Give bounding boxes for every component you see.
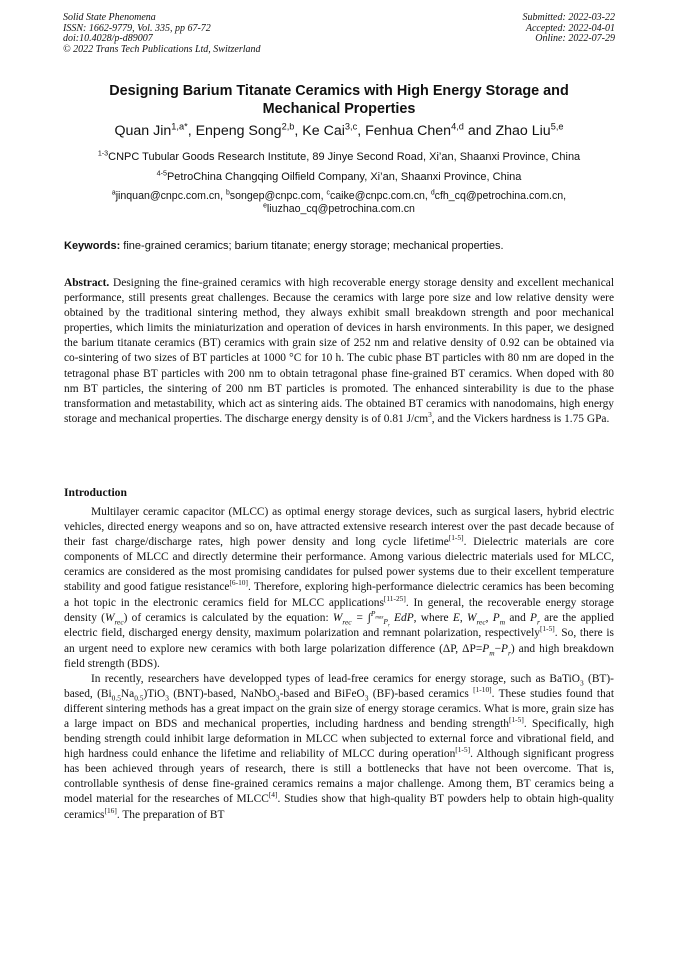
author-name: Quan Jin: [114, 123, 172, 139]
text-run: . Studies show that high-quality BT powders help to obtain high-quality ceramics: [64, 793, 615, 821]
affiliation-2: [30, 171, 648, 183]
journal-info: [63, 13, 261, 55]
subscript: m: [489, 647, 495, 657]
citation[interactable]: [11-25]: [383, 593, 406, 603]
affiliation-1: [30, 151, 648, 163]
subscript: 3: [275, 693, 280, 703]
keywords-label: Keywords:: [64, 240, 121, 252]
text-run: Multilayer ceramic capacitor (MLCC) as optimal energy storage devices, such as surgical lasers, hybrid electric vehicles, directed energy weapons and so on, have attracted extensive research interest over the past decade because of their fast charge/discharge rates, high power density and long cycle lifetime: [64, 506, 614, 549]
email-link[interactable]: liuzhao_cq@petrochina.com.cn: [266, 203, 415, 215]
abstract-label: Abstract.: [64, 277, 110, 289]
text-run: . The preparation of BT: [116, 808, 225, 821]
submitted-date: Submitted: 2022-03-22: [522, 12, 615, 23]
submission-dates: [523, 13, 616, 45]
paper-title: [40, 82, 638, 118]
citation[interactable]: [16]: [104, 805, 117, 815]
author-affiliation-mark: 5,e: [550, 121, 564, 132]
copyright-line: © 2022 Trans Tech Publications Ltd, Switzerland: [63, 43, 261, 55]
math-symbol: W: [466, 611, 477, 624]
email-mark: a: [111, 189, 116, 197]
integral-lower-limit: P: [383, 616, 388, 626]
text-run: (BT)-based, (Bi: [64, 672, 614, 700]
text-run: )TiO: [143, 687, 166, 700]
author-list: [30, 123, 648, 139]
math-symbol: W: [332, 611, 343, 624]
email-link[interactable]: caike@cnpc.com.cn,: [329, 190, 431, 202]
subscript: m: [499, 616, 506, 626]
affiliation-mark: 1-3: [97, 149, 109, 158]
subscript: rec: [342, 616, 352, 626]
doi-line[interactable]: doi:10.4028/p-d89007: [63, 33, 153, 44]
math-symbol: P: [501, 642, 508, 655]
math-symbol: P: [530, 611, 537, 624]
citation[interactable]: [1-5]: [455, 745, 471, 755]
email-link[interactable]: jinquan@cnpc.com.cn,: [115, 190, 226, 202]
text-run: . In general, the recoverable energy storage density (: [64, 596, 614, 624]
journal-name: Solid State Phenomena: [63, 12, 156, 23]
citation[interactable]: [1-5]: [448, 533, 464, 543]
math-symbol: W: [104, 611, 115, 624]
abstract-text: Designing the fine-grained ceramics with high recoverable energy storage density and excellent mechanical performance, still presents great challenges. Because the ceramics with large pore size and low relative density were obtained by the traditional sintering method, they always exhibit small breakdown strength and poor mechanical properties, which limits the miniaturization and operation of devices in harsh environments. In this paper, we designed the barium titanate ceramics (BT) ceramics with grain size of 252 nm and relative density of 0.92 can be obtained via co-sintering of two sizes of BT particles at 1000 °C for 10 h. The cubic phase BT particles with 80 nm are doped in the tetragonal phase BT particles with 200 nm to obtain tetragonal phase fine-grained BT ceramics. When doped with 80 nm BT particles, the sintering of 200 nm BT particles is promoted. The enhanced sinterability is due to the phase transformation and metastability, which act as sintering aids. The obtained BT ceramics with nanodomains, high energy storage and mechanical properties. The discharge energy density is of 0.81 J/cm: [64, 277, 614, 425]
subscript: 3: [580, 677, 584, 687]
citation[interactable]: [1-5]: [539, 624, 555, 634]
subscript: 3: [165, 693, 169, 703]
author-name: Enpeng Song: [195, 123, 282, 139]
author-affiliation-mark: 1,a*: [171, 121, 188, 132]
author-separator: ,: [294, 123, 303, 139]
citation[interactable]: [4]: [268, 790, 278, 800]
integral-sign: = ∫: [351, 611, 371, 624]
author-separator: and: [463, 123, 496, 139]
paragraph: [64, 505, 614, 672]
email-mark: e: [263, 202, 267, 210]
issn-line: ISSN: 1662-9779, Vol. 335, pp 67-72: [63, 22, 211, 34]
integral-upper-limit: P: [370, 608, 376, 618]
subscript: r: [507, 647, 511, 657]
accepted-date: Accepted: 2022-04-01: [525, 22, 615, 34]
text-run: ,: [485, 611, 493, 624]
introduction-body: [64, 505, 614, 823]
text-run: (BNT)-based, NaNbO: [168, 687, 276, 700]
author-affiliation-mark: 3,c: [344, 121, 358, 132]
abstract: [64, 276, 614, 427]
author-separator: ,: [187, 123, 196, 139]
author-affiliation-mark: 2,b: [281, 121, 295, 132]
text-run: . Specifically, high bending strength could inhibit large deformation in MLCC when subjected to external force and vibrational field, and high hardness could enhance the lifetime and reliability of MLCC during operation: [64, 717, 614, 761]
email-list: [40, 190, 638, 216]
author-affiliation-mark: 4,d: [451, 121, 464, 132]
subscript: 0.5: [134, 693, 144, 703]
online-date: Online: 2022-07-29: [535, 33, 615, 44]
energy-density-equation: [332, 608, 414, 629]
text-run: . Therefore, exploring high-performance dielectric ceramics has been becoming a hot topic in the electronic ceramics field for MLCC applications: [64, 581, 615, 609]
math-symbol: P: [492, 611, 500, 624]
subscript: rec: [114, 616, 124, 626]
affiliation-text: PetroChina Changqing Oilfield Company, Xi’an, Shaanxi Province, China: [166, 171, 522, 183]
text-run: . So, there is an urgent need to explore new ceramics with both large polarization difference (ΔP, ΔP=: [64, 627, 614, 655]
subscript: r: [536, 616, 540, 626]
text-run: Na: [120, 687, 135, 700]
title-line-1: Designing Barium Titanate Ceramics with High Energy Storage and: [109, 83, 569, 99]
author-name: Ke Cai: [302, 123, 345, 139]
subscript: max: [375, 615, 384, 621]
citation[interactable]: [6-10]: [229, 578, 248, 588]
superscript: 3: [428, 410, 432, 420]
math-symbol: EdP: [389, 611, 414, 624]
keywords: [64, 240, 614, 252]
title-line-2: Mechanical Properties: [262, 101, 416, 117]
email-link[interactable]: songep@cnpc.com,: [229, 190, 327, 202]
citation[interactable]: [1-10]: [473, 684, 492, 694]
text-run: . Although significant progress has been achieved through years of research, there is still a bottlenecks that have not been overcome. That is, controllable synthesis of dense fine-grained ceramics remains a major challenge. Among them, BT ceramics being a model material for the researches of MLCC: [64, 748, 614, 806]
email-mark: d: [430, 189, 435, 197]
text-run: are the applied electric field, discharged energy density, maximum polarization and remnant polarization, respectively: [64, 611, 614, 640]
abstract-text: , and the Vickers hardness is 1.75 GPa.: [431, 412, 610, 425]
text-run: where: [416, 611, 453, 624]
section-heading-introduction: Introduction: [64, 486, 127, 499]
subscript: 0.5: [111, 693, 121, 703]
text-run: (BF)-based ceramics: [368, 687, 474, 700]
subscript: 3: [364, 693, 369, 703]
math-symbol: E: [452, 611, 460, 624]
text-run: . These studies found that different sintering methods has a great impact on the grain size of energy storage ceramics. What is more, grain size has a large impact on BDS and mechanical properties, including hardness and bending strength: [64, 687, 615, 730]
citation[interactable]: [1-5]: [509, 715, 524, 725]
affiliation-text: CNPC Tubular Goods Research Institute, 89 Jinye Second Road, Xi’an, Shaanxi Province, China: [108, 151, 581, 163]
text-run: ,: [413, 611, 417, 624]
math-symbol: P: [482, 642, 490, 655]
email-link[interactable]: cfh_cq@petrochina.com.cn,: [434, 190, 567, 202]
text-run: ,: [459, 611, 467, 624]
subscript: r: [387, 623, 390, 629]
text-run: -based and BiFeO: [279, 687, 365, 700]
text-run: ) of ceramics is calculated by the equation:: [123, 611, 333, 624]
text-run: and: [505, 611, 531, 624]
paragraph: [64, 672, 614, 823]
email-mark: c: [326, 189, 330, 197]
keywords-text: fine-grained ceramics; barium titanate; energy storage; mechanical properties.: [120, 240, 504, 252]
affiliation-mark: 4-5: [156, 169, 167, 178]
math-symbol: −: [494, 642, 502, 655]
text-run: . Dielectric materials are core components of MLCC and directly determine their performance. Among various dielectric materials used for MLCC, ceramics are considered as the most promising candidates for pulsed power systems due to their excellent temperature stability and good fatigue resistance: [64, 536, 615, 594]
author-separator: ,: [357, 123, 366, 139]
subscript: rec: [476, 616, 486, 626]
author-name: Zhao Liu: [495, 123, 551, 139]
author-name: Fenhua Chen: [365, 123, 452, 139]
text-run: ) and high breakdown field strength (BDS).: [64, 642, 614, 670]
email-mark: b: [225, 189, 230, 197]
text-run: In recently, researchers have developped types of lead-free ceramics for energy storage, such as BaTiO: [91, 672, 581, 685]
